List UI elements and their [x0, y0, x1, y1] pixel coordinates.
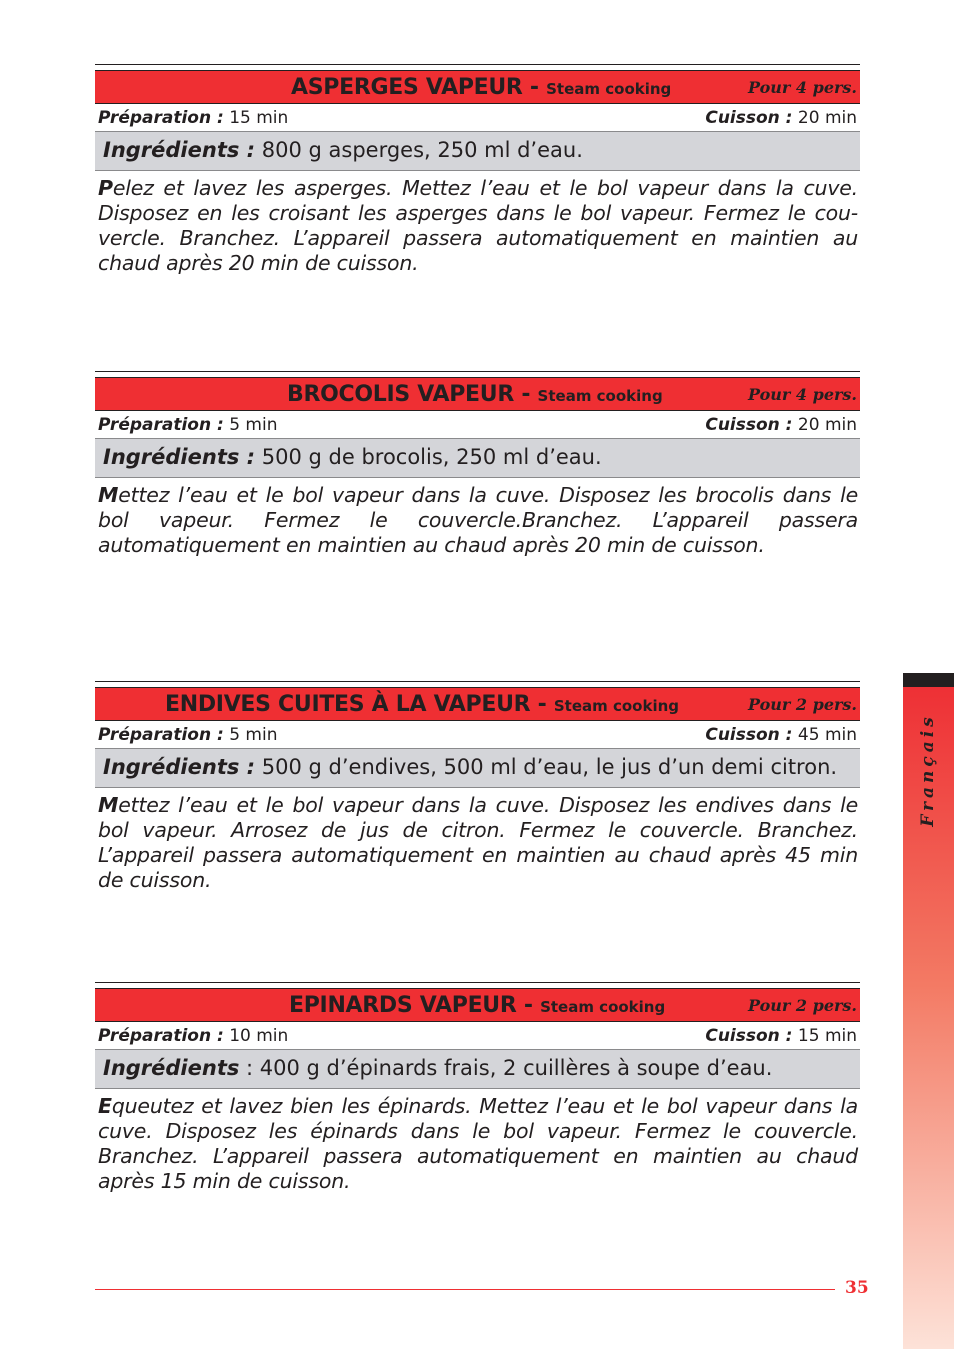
ingredients [103, 749, 837, 787]
cook-value: 45 min [792, 725, 857, 745]
cook-value: 20 min [792, 415, 857, 435]
ingredients-value: 800 g asperges, 250 ml d’eau. [255, 138, 583, 162]
prep-time [98, 411, 278, 439]
prep-value: 5 min [223, 725, 278, 745]
cook-label: Cuisson : [705, 725, 793, 745]
recipe-top-rule [95, 982, 860, 983]
instructions-text: ettez l’eau et le bol vapeur dans la cuve. Disposez les endives dans le bol vapeur. Arrosez de jus de citron. Fermez le couvercle. Branchez. L’appareil passera automatiquement en maintien au chaud après 45 min de cuisson. [98, 793, 858, 892]
ingredients [103, 439, 602, 477]
recipe-top-rule [95, 681, 860, 682]
cook-time [705, 411, 857, 439]
recipe-title [291, 72, 671, 104]
instructions-initial: E [98, 1094, 112, 1118]
ingredients-label: Ingrédients [103, 1056, 240, 1080]
prep-time [98, 721, 278, 749]
instructions-text: elez et lavez les asperges. Mettez l’eau et le bol vapeur dans la cuve. Disposez en les croisant les asperges dans le bol vapeur. Fermez le cou-vercle. Branchez. L’appareil passera automatiquement en maintien au chaud après 20 min de cuisson. [98, 176, 858, 275]
cook-time [705, 1022, 857, 1050]
recipe-title-bar [95, 988, 860, 1022]
ingredients [103, 132, 583, 170]
recipe-title-main: BROCOLIS VAPEUR - [287, 382, 538, 407]
recipe-brocolis [95, 371, 860, 557]
cook-value: 15 min [792, 1026, 857, 1046]
prep-label: Préparation : [98, 108, 224, 128]
ingredients [103, 1050, 772, 1088]
servings-label: Pour 2 pers. [748, 996, 857, 1015]
recipe-top-rule [95, 64, 860, 65]
recipe-title [289, 990, 665, 1022]
recipe-subtitle: Steam cooking [546, 80, 672, 98]
recipe-title-bar [95, 70, 860, 104]
prep-value: 15 min [223, 108, 289, 128]
recipe-subtitle: Steam cooking [540, 998, 666, 1016]
ingredients-bar [95, 438, 860, 478]
cook-value: 20 min [792, 108, 857, 128]
prep-label: Préparation : [98, 415, 224, 435]
recipe-epinards [95, 982, 860, 1193]
recipe-title-main: EPINARDS VAPEUR - [289, 993, 541, 1018]
prep-value: 5 min [223, 415, 278, 435]
cook-label: Cuisson : [705, 1026, 793, 1046]
recipe-instructions [98, 793, 858, 893]
recipe-instructions [98, 176, 858, 276]
ingredients-label: Ingrédients : [103, 445, 256, 469]
prep-value: 10 min [223, 1026, 289, 1046]
ingredients-value: : 400 g d’épinards frais, 2 cuillères à soupe d’eau. [239, 1056, 773, 1080]
instructions-text: queutez et lavez bien les épinards. Mettez l’eau et le bol vapeur dans la cuve. Disposez les épinards dans le bol vapeur. Fermez le couvercle. Branchez. L’appareil passera automatiquement en maintien au chaud après 15 min de cuisson. [98, 1094, 858, 1193]
instructions-text: ettez l’eau et le bol vapeur dans la cuve. Disposez les brocolis dans le bol vapeur. Fermez le couvercle.Branchez. L’appareil passera automatiquement en maintien au chaud après 20 min de cuisson. [98, 483, 858, 557]
recipe-title [165, 689, 679, 721]
cook-label: Cuisson : [705, 415, 793, 435]
times-row [95, 104, 860, 132]
recipe-instructions [98, 483, 858, 558]
times-row [95, 721, 860, 749]
prep-label: Préparation : [98, 1026, 224, 1046]
ingredients-bar [95, 131, 860, 171]
ingredients-bar [95, 1049, 860, 1089]
ingredients-value: 500 g d’endives, 500 ml d’eau, le jus d’un demi citron. [255, 755, 838, 779]
recipe-top-rule [95, 371, 860, 372]
instructions-initial: P [98, 176, 113, 200]
recipe-title-main: ENDIVES CUITES À LA VAPEUR - [165, 692, 554, 717]
instructions-initial: M [98, 483, 119, 507]
ingredients-label: Ingrédients : [103, 755, 256, 779]
prep-time [98, 1022, 288, 1050]
servings-label: Pour 4 pers. [748, 385, 857, 404]
recipe-subtitle: Steam cooking [537, 387, 663, 405]
ingredients-value: 500 g de brocolis, 250 ml d’eau. [255, 445, 602, 469]
language-label-text: Français [918, 713, 938, 827]
recipe-instructions [98, 1094, 858, 1194]
recipe-asperges [95, 64, 860, 275]
recipe-title-bar [95, 687, 860, 721]
instructions-initial: M [98, 793, 119, 817]
ingredients-label: Ingrédients : [103, 138, 256, 162]
prep-label: Préparation : [98, 725, 224, 745]
times-row [95, 411, 860, 439]
recipe-endives [95, 681, 860, 892]
prep-time [98, 104, 288, 132]
recipe-subtitle: Steam cooking [553, 697, 679, 715]
cook-label: Cuisson : [705, 108, 793, 128]
ingredients-bar [95, 748, 860, 788]
servings-label: Pour 4 pers. [748, 78, 857, 97]
footer-rule [95, 1289, 835, 1290]
recipe-title [287, 379, 663, 411]
times-row [95, 1022, 860, 1050]
cook-time [705, 721, 857, 749]
recipe-title-bar [95, 377, 860, 411]
recipe-title-main: ASPERGES VAPEUR - [291, 75, 547, 100]
servings-label: Pour 2 pers. [748, 695, 857, 714]
page-number: 35 [845, 1278, 869, 1298]
cook-time [705, 104, 857, 132]
